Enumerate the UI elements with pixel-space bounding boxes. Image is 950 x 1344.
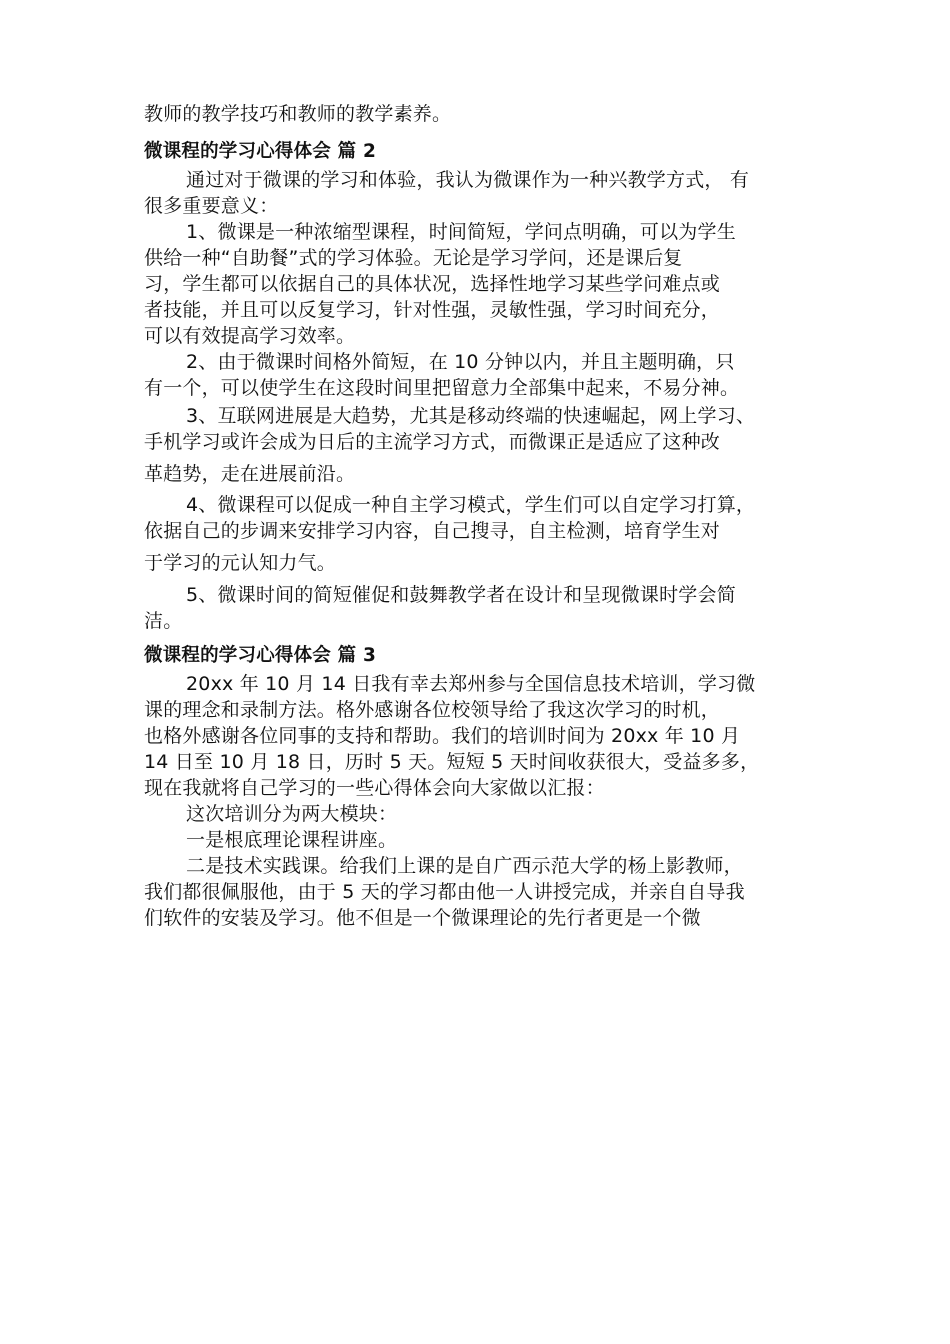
text-line: 教师的教学技巧和教师的教学素养。 (144, 103, 452, 125)
text-line: 我们都很佩服他，由于 5 天的学习都由他一人讲授完成，并亲自自导我 (144, 881, 745, 903)
section-heading-3: 微课程的学习心得体会 篇 3 (144, 645, 377, 666)
text-line: 很多重要意义： (144, 195, 279, 217)
text-line: 2、由于微课时间格外简短，在 10 分钟以内，并且主题明确，只 (186, 351, 735, 373)
text-line: 现在我就将自己学习的一些心得体会向大家做以汇报： (144, 777, 605, 799)
text-line: 手机学习或许会成为日后的主流学习方式，而微课正是适应了这种改 (144, 431, 721, 453)
text-line: 者技能，并且可以反复学习，针对性强，灵敏性强，学习时间充分， (144, 299, 721, 321)
text-line: 可以有效提高学习效率。 (144, 325, 356, 347)
text-line: 也格外感谢各位同事的支持和帮助。我们的培训时间为 20xx 年 10 月 (144, 725, 741, 747)
text-line: 4、微课程可以促成一种自主学习模式，学生们可以自定学习打算， (186, 494, 756, 516)
text-line: 们软件的安装及学习。他不但是一个微课理论的先行者更是一个微 (144, 907, 701, 929)
text-line: 14 日至 10 月 18 日，历时 5 天。短短 5 天时间收获很大，受益多多， (144, 751, 760, 773)
section-heading-2: 微课程的学习心得体会 篇 2 (144, 141, 377, 162)
text-line: 革趋势，走在进展前沿。 (144, 463, 356, 485)
text-line: 3、互联网进展是大趋势，尤其是移动终端的快速崛起，网上学习、 (186, 405, 756, 427)
text-line: 洁。 (144, 610, 183, 632)
text-line: 5、微课时间的简短催促和鼓舞教学者在设计和呈现微课时学会简 (186, 584, 736, 606)
text-line: 1、微课是一种浓缩型课程，时间简短，学问点明确，可以为学生 (186, 221, 736, 243)
text-line: 于学习的元认知力气。 (144, 552, 337, 574)
text-line: 有一个，可以使学生在这段时间里把留意力全部集中起来，不易分神。 (144, 377, 740, 399)
text-line: 习，学生都可以依据自己的具体状况，选择性地学习某些学问难点或 (144, 273, 721, 295)
text-line: 20xx 年 10 月 14 日我有幸去郑州参与全国信息技术培训，学习微 (186, 673, 756, 695)
text-line: 一是根底理论课程讲座。 (186, 829, 398, 851)
text-line: 这次培训分为两大模块： (186, 803, 398, 825)
text-line: 通过对于微课的学习和体验，我认为微课作为一种兴教学方式， 有 (186, 169, 750, 191)
text-line: 依据自己的步调来安排学习内容，自己搜寻，自主检测，培育学生对 (144, 520, 721, 542)
text-line: 二是技术实践课。给我们上课的是自广西示范大学的杨上影教师， (186, 855, 743, 877)
text-line: 供给一种“自助餐”式的学习体验。无论是学习学问，还是课后复 (144, 247, 683, 269)
text-line: 课的理念和录制方法。格外感谢各位校领导给了我这次学习的时机， (144, 699, 721, 721)
